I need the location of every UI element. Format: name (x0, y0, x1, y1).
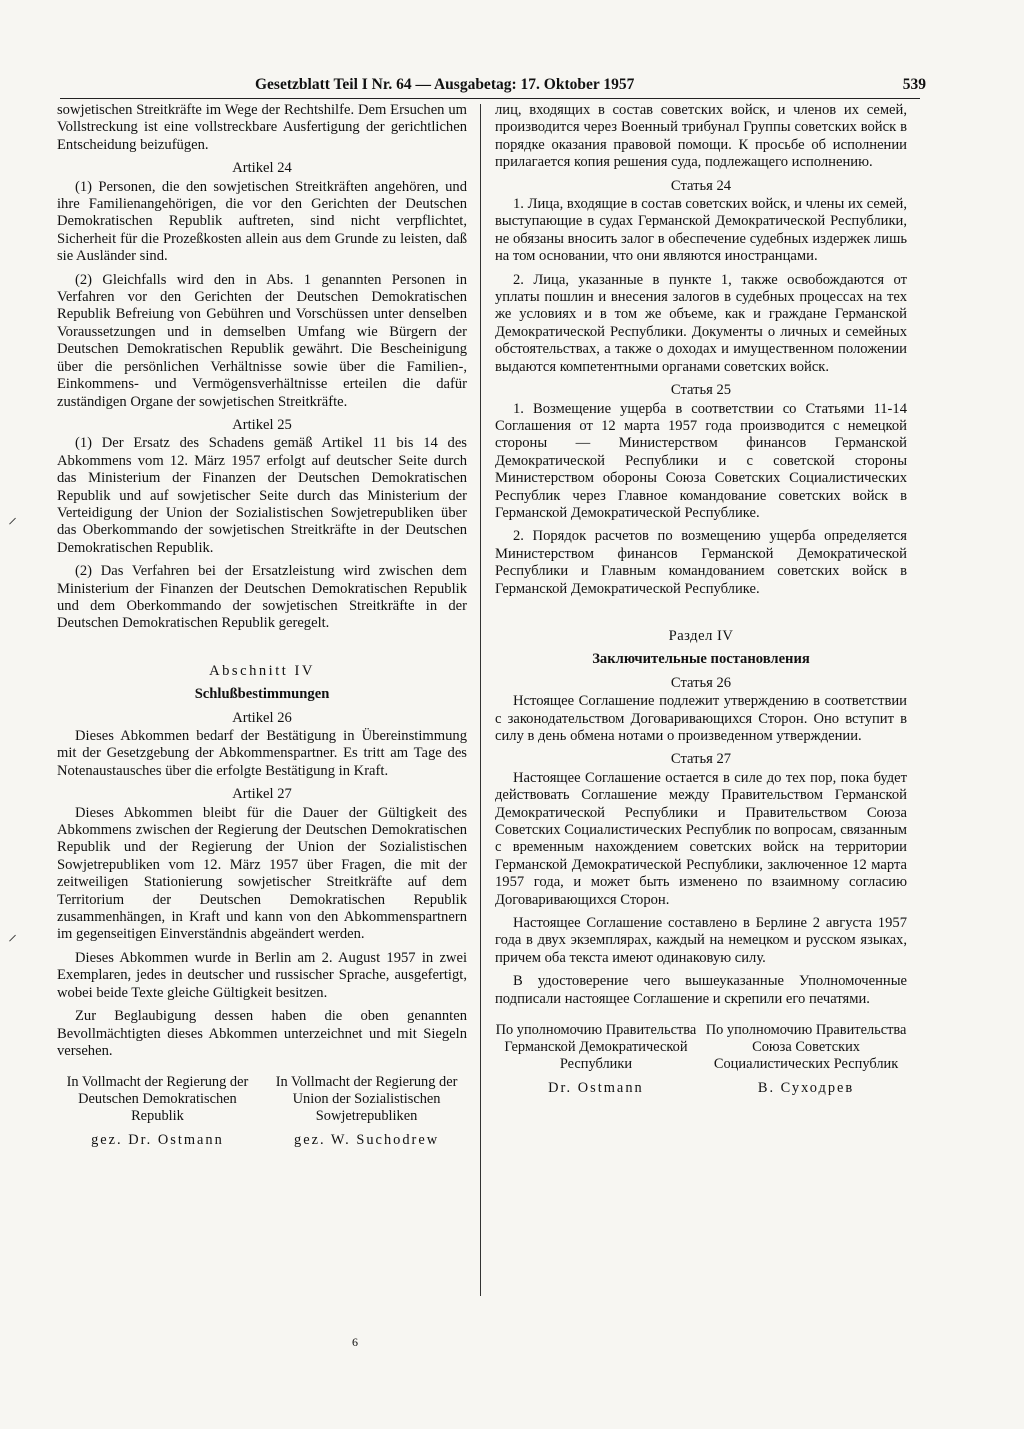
margin-tick-mark: ⸝ (8, 924, 17, 944)
article-heading: Статья 25 (670, 382, 732, 399)
signature-authority: In Vollmacht der Regierung der Union der Sozialistischen Sowjetrepubliken (275, 1074, 458, 1125)
paragraph: Нстоящее Соглашение подлежит утверждению в соответствии с законодательством Договаривающихся Сторон. Оно вступит в силу в день обмена нотами о произведенном утверждении. (495, 693, 907, 744)
paragraph: 1. Возмещение ущерба в соответствии со Статьями 11-14 Соглашения от 12 марта 1957 года производится с немецкой стороны — Министерством финансов Германской Демократической Республики и с советской стороны Министерством обороны Союза Советских Социалистических Республик через Главное командование советских войск в Германской Демократической Республике. (495, 400, 907, 521)
paragraph: Настоящее Соглашение остается в силе до тех пор, пока будет действовать Соглашение между Правительством Германской Демократической Республики и Правительством Союза Советских Социалистических Республик по вопросам, связанным с временным нахождением советских войск на территории Германской Демократической Республики, заключенное 12 марта 1957 года, и может быть изменено по взаимному согласию Договаривающихся Сторон. (495, 769, 907, 908)
paragraph: Dieses Abkommen bleibt für die Dauer der Gültigkeit des Abkommens zwischen der Regierung der Deutschen Demokratischen Republik und der Regierung der Union der Sozialistischen Sowjetrepubliken vom 12. März 1957 über Fragen, die mit der zeitweiligen Stationierung sowjetischer Streitkräfte auf dem Territorium der Deutschen Demokratischen Republik zusammenhängen, in Kraft und kann von den Abkommenspartnern im gegenseitigen Einverständnis abgeändert werden. (57, 804, 467, 943)
signature-block (495, 1022, 907, 1097)
german-column (57, 102, 467, 1149)
article-heading: Artikel 25 (232, 416, 292, 433)
section-subtitle: Заключительные постановления (592, 651, 810, 668)
signature-authority: По уполномочию Правительства Германской Демократической Республики (495, 1022, 697, 1073)
russian-column (495, 102, 907, 1097)
paragraph: 2. Порядок расчетов по возмещению ущерба определяется Министерством финансов Германской Демократической Республики и Главным командованием советских войск в Германской Демократической Республике. (495, 528, 907, 597)
signature-ussr (266, 1074, 467, 1149)
article-heading: Artikel 27 (232, 786, 292, 803)
paragraph: (2) Das Verfahren bei der Ersatzleistung wird zwischen dem Ministerium der Finanzen der Deutschen Demokratischen Republik und dem Oberkommando der sowjetischen Streitkräfte in der Deutschen Demokratischen Republik geregelt. (57, 563, 467, 632)
paragraph: Настоящее Соглашение составлено в Берлине 2 августа 1957 года в двух экземплярах, каждый на немецком и русском языках, причем оба текста имеют одинаковую силу. (495, 915, 907, 966)
column-divider (480, 104, 481, 1296)
paragraph: Dieses Abkommen bedarf der Bestätigung in Übereinstimmung mit der Gesetzgebung der Abkommenspartner. Es tritt am Tage des Notenaustausches über die erfolgte Bestätigung in Kraft. (57, 728, 467, 779)
article-heading: Статья 26 (670, 674, 732, 691)
page-header (60, 76, 926, 99)
page-number: 539 (902, 76, 926, 93)
signature-gdr (57, 1074, 258, 1149)
signature-gdr (495, 1022, 697, 1097)
margin-tick-mark: ⸝ (8, 507, 17, 527)
article-heading: Artikel 26 (232, 709, 292, 726)
signatory-name: В. Суходрев (757, 1080, 855, 1097)
paragraph: 2. Лица, указанные в пункте 1, также освобождаются от уплаты пошлин и внесения залогов в судебных процессах на тех же условиях и в том же объеме, как и граждане Германской Демократической Республики. Документы о личных и семейных обстоятельствах, а также о доходах и имущественном положении выдаются компетентными органами советских войск. (495, 271, 907, 375)
signature-authority: По уполномочию Правительства Союза Советских Социалистических Республик (705, 1022, 907, 1073)
article-heading: Статья 24 (670, 177, 732, 194)
paragraph: (2) Gleichfalls wird den in Abs. 1 genannten Personen in Verfahren vor den Gerichten der Deutschen Demokratischen Republik Befreiung von Gebühren und Vorschüssen unter denselben Voraussetzungen und in demselben Umfang wie Bürgern der Deutschen Demokratischen Republik gewährt. Die Bescheinigung über die persönlichen Verhältnisse sowie über die Familien-, Einkommens- und Vermögensverhältnisse erteilen die dafür zuständigen Organe der sowjetischen Streitkräfte. (57, 271, 467, 410)
paragraph: (1) Der Ersatz des Schadens gemäß Artikel 11 bis 14 des Abkommens vom 12. März 1957 erfolgt auf deutscher Seite durch das Ministerium der Finanzen der Deutschen Demokratischen Republik und auf sowjetischer Seite durch das Ministerium der Verteidigung der Union der Sozialistischen Sowjetrepubliken über das Oberkommando der sowjetischen Streitkräfte in der Deutschen Demokratischen Republik. (57, 435, 467, 556)
gazette-title: Gesetzblatt Teil I Nr. 64 — Ausgabetag: 17. Oktober 1957 (255, 76, 635, 93)
section-subtitle: Schlußbestimmungen (194, 686, 330, 703)
paragraph: лиц, входящих в состав советских войск, и членов их семей, производится через Военный трибунал Группы советских войск в порядке оказания правовой помощи. К просьбе об исполнении прилагается копия решения суда, подлежащего исполнению. (495, 102, 907, 171)
paragraph: Dieses Abkommen wurde in Berlin am 2. August 1957 in zwei Exemplaren, jedes in deutscher und russischer Sprache, ausgefertigt, wobei beide Texte gleiche Gültigkeit besitzen. (57, 949, 467, 1001)
signatory-name: gez. Dr. Ostmann (91, 1132, 224, 1149)
signature-block (57, 1074, 467, 1149)
paragraph: sowjetischen Streitkräfte im Wege der Rechtshilfe. Dem Ersuchen um Vollstreckung ist eine vollstreckbare Ausfertigung der gerichtlichen Entscheidung beizufügen. (57, 102, 467, 153)
paragraph: В удостоверение чего вышеуказанные Уполномоченные подписали настоящее Соглашение и скрепили его печатями. (495, 973, 907, 1007)
signatory-name: Dr. Ostmann (548, 1080, 644, 1097)
section-title: Abschnitt IV (209, 662, 315, 679)
signature-ussr (705, 1022, 907, 1097)
footer-mark: 6 (352, 1335, 358, 1349)
section-title: Раздел IV (668, 627, 734, 644)
article-heading: Artikel 24 (232, 160, 292, 177)
signature-authority: In Vollmacht der Regierung der Deutschen Demokratischen Republik (66, 1074, 249, 1125)
article-heading: Статья 27 (670, 751, 732, 768)
paragraph: Zur Beglaubigung dessen haben die oben genannten Bevollmächtigten dieses Abkommen unterzeichnet und mit Siegeln versehen. (57, 1008, 467, 1059)
signatory-name: gez. W. Suchodrew (294, 1132, 440, 1149)
paragraph: (1) Personen, die den sowjetischen Streitkräften angehören, und ihre Familienangehörigen, die vor den Gerichten der Deutschen Demokratischen Republik auftreten, sind nicht verpflichtet, Sicherheit für die Prozeßkosten allein aus dem Grunde zu leisten, daß sie Ausländer sind. (57, 178, 467, 265)
paragraph: 1. Лица, входящие в состав советских войск, и члены их семей, выступающие в судах Германской Демократической Республики, не обязаны вносить залог в обеспечение судебных издержек лишь на том основании, что они являются иностранцами. (495, 196, 908, 265)
